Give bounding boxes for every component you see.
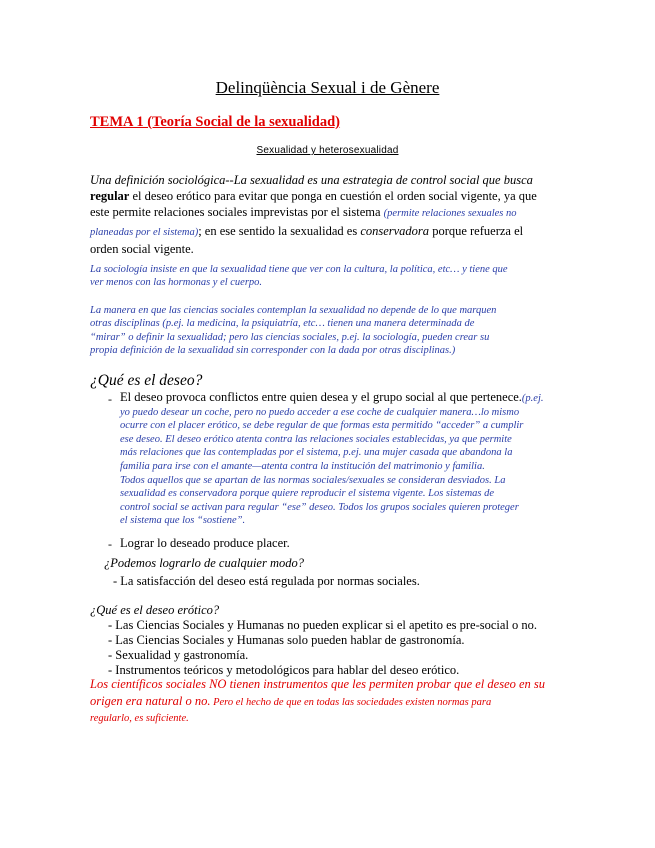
list-item-text: Las Ciencias Sociales y Humanas no pueden explicar si el apetito es pre-social o no. <box>115 618 538 632</box>
bullet-dash: - <box>108 392 112 406</box>
note-paragraph <box>90 263 558 290</box>
bullet-note: el sistema que los “sostiene”. <box>120 515 246 527</box>
bullet-item <box>120 391 560 528</box>
note-paragraph <box>90 304 558 358</box>
sub-question: ¿Podemos lograrlo de cualquier modo? <box>104 556 304 570</box>
question-heading: ¿Qué es el deseo? <box>90 372 203 389</box>
list-item-text: Instrumentos teóricos y metodológicos para hablar del deseo erótico. <box>115 663 460 677</box>
conclusion-line: origen era natural o no. <box>90 693 211 708</box>
note-line: “mirar” o definir la sexualidad; pero las ciencias sociales, p.ej. la sociología, pueden crear su <box>90 331 490 343</box>
bullet-note: ocurre con el placer erótico, se debe regular de que formas esta permitido “acceder” a cumplir <box>120 420 524 432</box>
bullet-note: (p.ej. <box>521 393 544 404</box>
bullet-note: Todos aquellos que se apartan de las normas sociales/sexuales se consideran desviados. La <box>120 474 506 486</box>
bullet-note: ese deseo. El deseo erótico atenta contra las relaciones sociales establecidas, ya que permite <box>120 433 512 445</box>
question-heading: ¿Qué es el deseo erótico? <box>90 603 220 617</box>
list-item-text: Las Ciencias Sociales y Humanas solo pueden hablar de gastronomía. <box>115 633 465 647</box>
bullet-main-text: El deseo provoca conflictos entre quien desea y el grupo social al que pertenece. <box>120 390 522 404</box>
note-line: propia definición de la sexualidad sin corresponder con la dada por otras disciplinas.) <box>90 345 456 357</box>
definition-bold-word: regular <box>90 189 130 204</box>
bullet-dash: - <box>108 537 112 551</box>
definition-text: porque refuerza el <box>429 223 524 238</box>
conclusion-line: Los científicos sociales NO tienen instrumentos que les permiten probar que el deseo en su <box>90 677 546 691</box>
definition-text: orden social vigente. <box>90 241 194 256</box>
bullet-note: familia para irse con el amante—atenta contra la institución del matrimonio y familia. <box>120 460 485 472</box>
conclusion-line-small: regularlo, es suficiente. <box>90 713 189 724</box>
document-title: Delinqüència Sexual i de Gènere <box>215 78 440 97</box>
conclusion-paragraph <box>90 676 560 728</box>
note-line: ver menos con las hormonas y el cuerpo. <box>90 277 263 289</box>
note-line: La manera en que las ciencias sociales contemplan la sexualidad no depende de lo que marquen <box>90 305 497 316</box>
note-line: La sociología insiste en que la sexualidad tiene que ver con la cultura, la política, etc… y tiene que <box>90 264 508 275</box>
definition-text: ; en ese sentido la sexualidad es <box>198 223 361 238</box>
bullet-note: más relaciones que las contempladas por el sistema, p.ej. una mujer casada que abandona la <box>120 447 513 459</box>
definition-text: el deseo erótico para evitar que ponga en cuestión el orden social vigente, ya que <box>129 189 537 204</box>
bullet-note: sexualidad es conservadora porque quiere reproducir el sistema vigente. Los sistemas de <box>120 488 495 500</box>
bullet-note: control social se activan para regular “ese” deseo. Todos los grupos sociales quieren proteger <box>120 501 519 513</box>
list-item: - Sexualidad y gastronomía. <box>108 648 249 662</box>
section-heading: TEMA 1 (Teoría Social de la sexualidad) <box>90 114 341 130</box>
conclusion-line-small: Pero el hecho de que en todas las sociedades existen normas para <box>210 696 492 708</box>
list-item: - Las Ciencias Sociales y Humanas solo pueden hablar de gastronomía. <box>108 633 465 647</box>
note-line: otras disciplinas (p.ej. la medicina, la psiquiatría, etc… tienen una manera determinada de <box>90 318 475 330</box>
section-subtitle: Sexualidad y heterosexualidad <box>256 145 399 156</box>
bullet-note: yo puedo desear un coche, pero no puedo acceder a ese coche de cualquier manera…lo mismo <box>120 406 520 418</box>
definition-note: (permite relaciones sexuales no <box>383 208 517 220</box>
list-item: - Las Ciencias Sociales y Humanas no pueden explicar si el apetito es pre-social o no. <box>108 618 538 632</box>
definition-intro: Una definición sociológica--La sexualidad es una estrategia de control social que busca <box>90 173 533 187</box>
list-item-text: Sexualidad y gastronomía. <box>115 648 249 662</box>
sub-answer: - La satisfacción del deseo está regulada por normas sociales. <box>113 574 420 588</box>
definition-note: planeadas por el sistema) <box>90 226 199 238</box>
bullet-item: Lograr lo deseado produce placer. <box>120 536 290 550</box>
definition-italic-word: conservadora <box>360 223 430 238</box>
list-item: - Instrumentos teóricos y metodológicos para hablar del deseo erótico. <box>108 663 460 677</box>
definition-text: este permite relaciones sociales imprevistas por el sistema <box>90 205 384 220</box>
sub-answer-text: La satisfacción del deseo está regulada por normas sociales. <box>120 574 420 588</box>
definition-paragraph <box>90 172 555 257</box>
